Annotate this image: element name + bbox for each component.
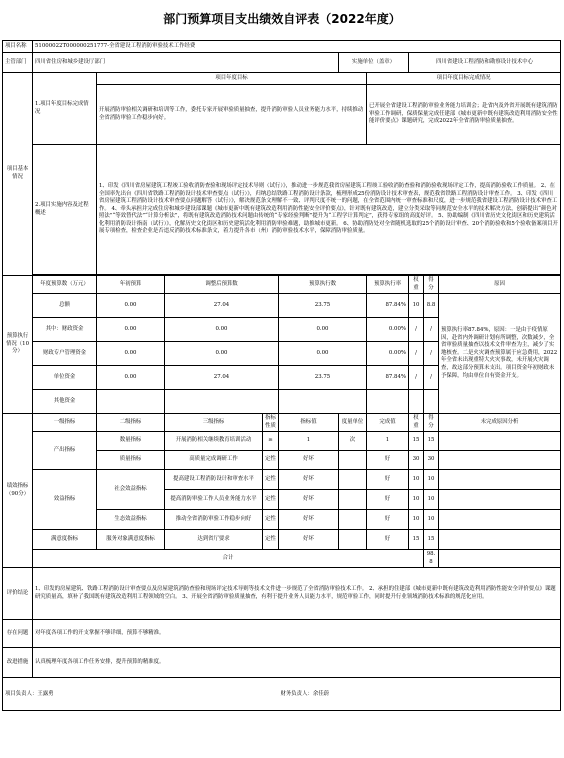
total-score: 98.8 — [424, 550, 439, 568]
page-title: 部门预算项目支出绩效自评表（2022年度） — [163, 12, 401, 26]
budget-adjusted — [165, 390, 279, 414]
goal-row-label: 1.项目年度目标完成情况 — [33, 73, 97, 145]
perf-reason — [439, 530, 561, 550]
measure-text: 认真梳理年度各项工作任务安排，提升预算的精准度。 — [33, 648, 561, 678]
perf-done: 好 — [367, 451, 409, 470]
budget-header-2: 调整后预算数 — [165, 276, 279, 294]
budget-executed: 0.00 — [279, 342, 367, 366]
perf-done: 1 — [367, 432, 409, 451]
perf-level3: 达到省厅要求 — [165, 530, 263, 550]
budget-weight: 10 — [409, 294, 424, 318]
budget-score: / — [424, 342, 439, 366]
impl-text: 1、印发《四川省房屋建筑工程竣工验收消防查验和现场评定技术导则（试行）》，推动进一步规范我省房屋建筑工程竣工验收消防查验和消防验收现场评定工作，提高消防验收工作质量。 2、在全国率先出台《四川省铁路工程消防设计技术审查要点（试行）》，归纳总结铁路工程消防设计条款，梳理形成25份消防设计技术审查表，规范我省铁路工程消防设计审查工作。 3、印发《四川省房屋建筑工程消防设计技术审查要点问题解答（试行）》，解决规范条文理解不一致、评判尺度不统一的问题，在全省范围内统一审查标准和尺度，进一步规范我省建设工程消防设计技术审查工作。 4、牵头承担并完成住房和城乡建设部课题《城市更新中既有建筑改造利用消防性能安全评价要点》，针对既有建筑改造，建立分类采取等同规范安全水平的技术解决方法，创新提出“颜色对照法”“等效替代法”“计算分析法”，将既有建筑改造消防技术问题由传统的“专家经验判断”提升为“工程学计算判定”，获得专家组的高度好评。 5、协助编制《四川省历史文化街区和历史建筑活化利用消防设计指南（试行）》，化解历史文化街区和历史建筑活化利用消防审验难题，助推城市更新。 6、协助消防处对全省随机选取的25个消防设计审查、20个消防验收和5个验收备案项目开展专项检查，检查企业是否违反消防技术标准条文，着力提升各市（州）消防审验技术水平，保障消防审验质量。 — [97, 145, 561, 275]
perf-nature: 定性 — [263, 451, 279, 470]
perf-label: 绩效指标（90分） — [3, 414, 33, 568]
budget-row-label: 其他资金 — [33, 390, 97, 414]
perf-score: 30 — [424, 451, 439, 470]
perf-level3: 高质量完成调研工作 — [165, 451, 263, 470]
perf-header-4: 指标值 — [279, 414, 339, 432]
budget-weight: / — [409, 318, 424, 342]
project-leader-name: 王露勇 — [37, 690, 54, 697]
perf-header-5: 度量单位 — [339, 414, 367, 432]
perf-level1-satisfaction: 满意度指标 — [33, 530, 97, 550]
perf-level2: 生态效益指标 — [97, 510, 165, 530]
budget-weight: / — [409, 342, 424, 366]
budget-row-label: 财政专户管理资金 — [33, 342, 97, 366]
perf-value: 1 — [279, 432, 339, 451]
impl-label: 2.项目实施内容及过程概述 — [33, 145, 97, 275]
evaluation-sheet — [2, 40, 560, 711]
finance-leader-name: 余佳蔚 — [312, 690, 330, 697]
budget-adjusted: 27.04 — [165, 366, 279, 390]
perf-value: 好坏 — [279, 470, 339, 490]
perf-level3: 推动全省消防审验工作稳步向好 — [165, 510, 263, 530]
perf-score: 10 — [424, 490, 439, 510]
perf-value: 好坏 — [279, 510, 339, 530]
conclusion-label: 评价结论 — [3, 568, 33, 620]
budget-initial: 0.00 — [97, 294, 165, 318]
budget-header-4: 预算执行率 — [367, 276, 409, 294]
perf-done: 好 — [367, 510, 409, 530]
budget-adjusted: 27.04 — [165, 294, 279, 318]
budget-score: 8.8 — [424, 294, 439, 318]
project-leader — [3, 678, 279, 711]
finance-leader — [279, 678, 561, 711]
budget-header-6: 得分 — [424, 276, 439, 294]
perf-score: 15 — [424, 432, 439, 451]
impl-unit-label: 实施单位（盖章） — [339, 53, 409, 73]
budget-initial — [97, 390, 165, 414]
perf-reason — [439, 432, 561, 451]
dept-value: 四川省住房和城乡建设厅部门 — [33, 53, 339, 73]
perf-weight: 10 — [409, 470, 424, 490]
perf-unit — [339, 451, 367, 470]
perf-level1-output: 产出指标 — [33, 432, 97, 470]
budget-adjusted: 0.00 — [165, 318, 279, 342]
project-leader-label: 项目负责人： — [5, 690, 38, 697]
budget-rate: 87.84% — [367, 366, 409, 390]
budget-rate — [367, 390, 409, 414]
perf-done: 好 — [367, 470, 409, 490]
perf-weight: 10 — [409, 490, 424, 510]
budget-label: 预算执行情况（10分） — [3, 276, 33, 414]
perf-reason — [439, 451, 561, 470]
perf-header-3: 指标性质 — [263, 414, 279, 432]
budget-row-label: 总额 — [33, 294, 97, 318]
perf-unit — [339, 470, 367, 490]
budget-initial: 0.00 — [97, 366, 165, 390]
perf-done: 好 — [367, 530, 409, 550]
perf-nature: 定性 — [263, 470, 279, 490]
perf-header-6: 完成值 — [367, 414, 409, 432]
perf-unit — [339, 510, 367, 530]
budget-weight: / — [409, 366, 424, 390]
perf-value: 好坏 — [279, 451, 339, 470]
perf-unit — [339, 530, 367, 550]
problem-text: 对年度各项工作的开支掌握不够详细，预算不够精准。 — [33, 620, 561, 648]
perf-header-8: 得分 — [424, 414, 439, 432]
goal-text: 开展消防审验相关调研和培训等工作，委托专家开展审验质量抽查，提升消防审验人员业务能力水平，持续推动全省消防审验工作稳步向好。 — [97, 85, 367, 145]
perf-level2: 服务对象满意度指标 — [97, 530, 165, 550]
problem-label: 存在问题 — [3, 620, 33, 648]
perf-reason — [439, 510, 561, 530]
perf-level3: 提高建设工程消防设计和审查水平 — [165, 470, 263, 490]
perf-nature: 定性 — [263, 490, 279, 510]
budget-rate: 0.00% — [367, 342, 409, 366]
goal-done-text: 已开展全省建设工程消防审验业务能力培训会；赴省内及外省开展既有建筑消防审验工作调研，保质保量完成任建部《城市更新中既有建筑改造利用消防安全性能评价要点》课题研究，完成2022年全省消防审验质量抽查。 — [367, 85, 561, 145]
conclusion-text: 1、印发的房屋建筑、铁路工程消防设计审查要点及房屋建筑消防查验和现场评定技术导则等技术文件进一步规范了全省消防审验技术工作。 2、承担的住建部《城市更新中既有建筑改造利用消防性能安全评价要点》课题研究质量高，填补了我国既有建筑改造利用工程领域的空白。 3、开展全省消防审验质量抽查，有利于提升业务人员能力水平，规范审验工作，同时提升行业领域消防技术标准的规范化应用。 — [33, 568, 561, 620]
budget-row-label: 其中：财政资金 — [33, 318, 97, 342]
evaluation-table — [2, 40, 561, 711]
perf-score: 10 — [424, 510, 439, 530]
budget-executed: 23.75 — [279, 366, 367, 390]
measure-label: 改进措施 — [3, 648, 33, 678]
budget-row-label: 单位资金 — [33, 366, 97, 390]
finance-leader-label: 财务负责人： — [280, 690, 313, 697]
project-name-value: 51000022T000000251777-全省建设工程消防审验技术工作经费 — [33, 41, 561, 53]
budget-header-7: 原因 — [439, 276, 561, 294]
perf-level1-benefit: 效益指标 — [33, 470, 97, 530]
impl-unit-value: 四川省建设工程消防和勘察设计技术中心 — [409, 53, 561, 73]
perf-weight: 10 — [409, 510, 424, 530]
budget-reason: 预算执行率87.84%，原因：一是由于疫情原因，赴省内外调研计划有所调整，次数减少，全省审验质量抽查以技术文件审查为主，减少了实地核查。二是火灾调查预算属于应急费用，2022年全省未出现重特大火灾事故，未开展火灾调查，故这部分预算未支出。项目资金年初财政未予保障，均由单位自有资金开支。 — [439, 294, 561, 414]
budget-header-0: 年度预算数（万元） — [33, 276, 97, 294]
perf-header-9: 未完成原因分析 — [439, 414, 561, 432]
budget-score: / — [424, 366, 439, 390]
goal-done-header: 项目年度目标完成情况 — [367, 73, 561, 85]
budget-initial: 0.00 — [97, 318, 165, 342]
basic-info-label: 项目基本情况 — [3, 73, 33, 276]
perf-header-7: 权重 — [409, 414, 424, 432]
perf-level3: 开展消防相关继续教育培训活动 — [165, 432, 263, 451]
budget-header-3: 预算执行数 — [279, 276, 367, 294]
perf-level2: 社会效益指标 — [97, 470, 165, 510]
budget-score: / — [424, 318, 439, 342]
perf-value: 好坏 — [279, 530, 339, 550]
project-name-label: 项目名称 — [3, 41, 33, 53]
perf-weight: 15 — [409, 530, 424, 550]
perf-score: 10 — [424, 470, 439, 490]
perf-header-1: 二级指标 — [97, 414, 165, 432]
perf-reason — [439, 470, 561, 490]
budget-executed: 23.75 — [279, 294, 367, 318]
budget-executed — [279, 390, 367, 414]
perf-weight: 15 — [409, 432, 424, 451]
total-reason — [439, 550, 561, 568]
budget-rate: 0.00% — [367, 318, 409, 342]
goal-header: 项目年度目标 — [97, 73, 367, 85]
budget-score — [424, 390, 439, 414]
budget-weight — [409, 390, 424, 414]
perf-reason — [439, 490, 561, 510]
perf-nature: ≥ — [263, 432, 279, 451]
budget-header-5: 权重 — [409, 276, 424, 294]
perf-nature: 定性 — [263, 530, 279, 550]
budget-executed: 0.00 — [279, 318, 367, 342]
budget-header-1: 年初预算 — [97, 276, 165, 294]
perf-nature: 定性 — [263, 510, 279, 530]
perf-header-2: 三级指标 — [165, 414, 263, 432]
perf-score: 15 — [424, 530, 439, 550]
perf-header-0: 一级指标 — [33, 414, 97, 432]
perf-value: 好坏 — [279, 490, 339, 510]
budget-adjusted: 0.00 — [165, 342, 279, 366]
budget-rate: 87.84% — [367, 294, 409, 318]
total-label: 合计 — [33, 550, 424, 568]
dept-label: 主管部门 — [3, 53, 33, 73]
perf-weight: 30 — [409, 451, 424, 470]
budget-initial: 0.00 — [97, 342, 165, 366]
perf-unit — [339, 490, 367, 510]
perf-level3: 提高消防审验工作人员业务能力水平 — [165, 490, 263, 510]
perf-done: 好 — [367, 490, 409, 510]
perf-level2: 数量指标 — [97, 432, 165, 451]
perf-unit: 次 — [339, 432, 367, 451]
perf-level2: 质量指标 — [97, 451, 165, 470]
